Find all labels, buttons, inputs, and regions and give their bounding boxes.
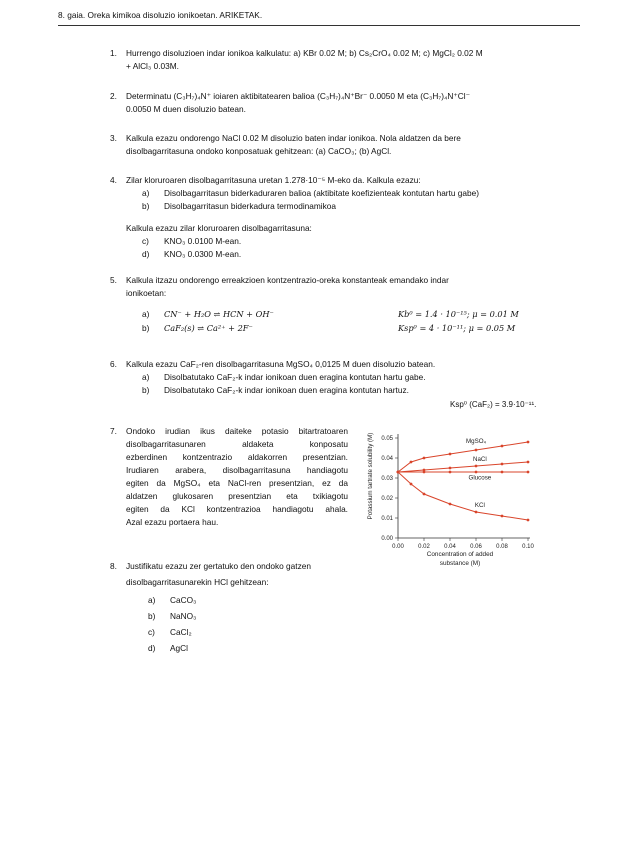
- q4-a: Disolbagarritasun biderkaduraren balioa (aktibitate koefizienteak kontutan hartu gabe): [164, 188, 480, 198]
- data-point: [527, 471, 530, 474]
- q8-line1: Justifikatu ezazu zer gertatuko den ondoko gatzen: [126, 561, 311, 571]
- q1-number: 1.: [110, 48, 117, 58]
- q6-line1: Kalkula ezazu CaF₂-ren disolbagarritasuna MgSO₄ 0,0125 M duen disoluzio batean.: [126, 359, 436, 369]
- x-axis-label-line1: Concentration of added: [426, 551, 494, 558]
- data-point: [410, 483, 413, 486]
- data-point: [449, 471, 452, 474]
- data-point: [527, 461, 530, 464]
- data-point: [475, 511, 478, 514]
- q7-l2: ezberdinen kontzentrazio aldakorren presentzian.: [126, 452, 348, 462]
- q5-b-equation: CaF₂(s) ⇌ Ca²⁺ + 2F⁻: [164, 323, 253, 333]
- q5-a-equation: CN⁻ + H₂O ⇌ HCN + OH⁻: [164, 309, 274, 319]
- data-point: [423, 457, 426, 460]
- q8-number: 8.: [110, 561, 117, 571]
- header-divider: [58, 25, 580, 26]
- q7-l5: aldatzen glukosaren presentzian eta txikiagotu: [126, 491, 348, 501]
- x-tick-label: 0.00: [392, 544, 404, 550]
- page-header: 8. gaia. Oreka kimikoa disoluzio ionikoetan. ARIKETAK.: [58, 10, 263, 20]
- q8-a: CaCO₃: [170, 595, 197, 605]
- q2-number: 2.: [110, 91, 117, 101]
- y-tick-label: 0.04: [381, 456, 393, 462]
- q7-l7: Azal ezazu portaera hau.: [126, 517, 219, 527]
- y-axis-label: Potassium tartrate solubility (M): [367, 432, 374, 520]
- q7-number: 7.: [110, 426, 117, 436]
- q4-d-label: d): [142, 249, 150, 259]
- q4-c-label: c): [142, 236, 149, 246]
- q4-b-label: b): [142, 201, 150, 211]
- q8-b: NaNO₃: [170, 611, 197, 621]
- q5-a-label: a): [142, 309, 150, 319]
- data-point: [501, 463, 504, 466]
- y-tick-label: 0.05: [381, 436, 393, 442]
- q3-line2: disolbagarritasuna ondoko konposatuak gehitzean: (a) CaCO₃; (b) AgCl.: [126, 146, 392, 156]
- q5-b-label: b): [142, 323, 150, 333]
- series-label: MgSO₄: [465, 438, 487, 445]
- data-point: [501, 471, 504, 474]
- y-tick-label: 0.02: [381, 496, 393, 502]
- x-tick-label: 0.10: [522, 544, 534, 550]
- q4-number: 4.: [110, 175, 117, 185]
- data-point: [527, 441, 530, 444]
- data-point: [449, 503, 452, 506]
- x-tick-label: 0.02: [418, 544, 430, 550]
- q7-l4: egiten da MgSO₄ eta NaCl-ren presentzian, ez da: [126, 478, 348, 488]
- x-axis-label-line2: substance (M): [439, 560, 481, 567]
- q8-c-label: c): [148, 627, 155, 637]
- q5-b-constant: Ksp⁰ = 4 · 10⁻¹¹; μ = 0.05 M: [398, 323, 516, 333]
- data-point: [449, 453, 452, 456]
- x-tick-label: 0.06: [470, 544, 482, 550]
- q4-line2: Kalkula ezazu zilar kloruroaren disolbagarritasuna:: [126, 223, 312, 233]
- q5-number: 5.: [110, 275, 117, 285]
- q6-a: Disolbatutako CaF₂-k indar ionikoan duen eragina kontutan hartu gabe.: [164, 372, 426, 382]
- data-point: [423, 493, 426, 496]
- data-point: [397, 471, 400, 474]
- data-point: [527, 519, 530, 522]
- q8-d: AgCl: [170, 643, 188, 653]
- q4-b: Disolbagarritasun biderkadura termodinamikoa: [164, 201, 337, 211]
- q5-line1: Kalkula itzazu ondorengo erreakzioen kontzentrazio-oreka konstanteak emandako indar: [126, 275, 449, 285]
- x-tick-label: 0.04: [444, 544, 456, 550]
- q5-a-constant: Kb⁰ = 1.4 · 10⁻¹⁵; μ = 0.01 M: [398, 309, 519, 319]
- q4-c: KNO₃ 0.0100 M-ean.: [164, 236, 242, 246]
- q5-line2: ionikoetan:: [126, 288, 167, 298]
- y-tick-label: 0.00: [381, 536, 393, 542]
- series-line-kcl: [398, 472, 528, 520]
- q8-a-label: a): [148, 595, 156, 605]
- x-tick-label: 0.08: [496, 544, 508, 550]
- q7-l6: egiten da KCl kontzentrazioa handiagotu ahala.: [126, 504, 348, 514]
- q4-line1: Zilar kloruroaren disolbagarritasuna uretan 1.278·10⁻⁵ M-eko da. Kalkula ezazu:: [126, 175, 421, 185]
- q2-line2: 0.0050 M duen disoluzio batean.: [126, 104, 246, 114]
- data-point: [449, 467, 452, 470]
- data-point: [501, 515, 504, 518]
- q7-l3: Irudiaren arabera, disolbagarritasuna handiagotu: [126, 465, 348, 475]
- data-point: [410, 461, 413, 464]
- data-point: [501, 445, 504, 448]
- q6-a-label: a): [142, 372, 150, 382]
- q6-b: Disolbatutako CaF₂-k indar ionikoan duen eragina kontutan hartuz.: [164, 385, 409, 395]
- q8-b-label: b): [148, 611, 156, 621]
- data-point: [423, 471, 426, 474]
- q6-number: 6.: [110, 359, 117, 369]
- data-point: [475, 449, 478, 452]
- data-point: [475, 465, 478, 468]
- y-tick-label: 0.03: [381, 476, 393, 482]
- q1-line1: Hurrengo disoluzioen indar ionikoa kalkulatu: a) KBr 0.02 M; b) Cs₂CrO₄ 0.02 M; c) MgCl₂ 0.02 M: [126, 48, 483, 58]
- q7-l0: Ondoko irudian ikus daiteke potasio bitartratoaren: [126, 426, 348, 436]
- q4-d: KNO₃ 0.0300 M-ean.: [164, 249, 242, 259]
- q4-a-label: a): [142, 188, 150, 198]
- solubility-chart: [360, 418, 560, 578]
- q8-line2: disolbagarritasunarekin HCl gehitzean:: [126, 577, 269, 587]
- data-point: [475, 471, 478, 474]
- q1-line2: + AlCl₃ 0.03M.: [126, 61, 179, 71]
- series-label: Glucose: [468, 474, 492, 482]
- q6-ksp: Ksp⁰ (CaF₂) = 3.9·10⁻¹¹.: [450, 400, 537, 409]
- q3-number: 3.: [110, 133, 117, 143]
- q7-l1: disolbagarritasunaren aldaketa konposatu: [126, 439, 348, 449]
- q8-c: CaCl₂: [170, 627, 192, 637]
- q2-line1: Determinatu (C₃H₇)₄N⁺ ioiaren aktibitatearen balioa (C₃H₇)₄N⁺Br⁻ 0.0050 M eta (C₃H₇)₄N⁺Cl⁻: [126, 91, 471, 101]
- series-label: NaCl: [473, 456, 487, 463]
- series-line-nacl: [398, 462, 528, 472]
- y-tick-label: 0.01: [381, 516, 393, 522]
- q3-line1: Kalkula ezazu ondorengo NaCl 0.02 M disoluzio baten indar ionikoa. Nola aldatzen da bere: [126, 133, 461, 143]
- q8-d-label: d): [148, 643, 156, 653]
- q6-b-label: b): [142, 385, 150, 395]
- series-label: KCl: [474, 502, 485, 509]
